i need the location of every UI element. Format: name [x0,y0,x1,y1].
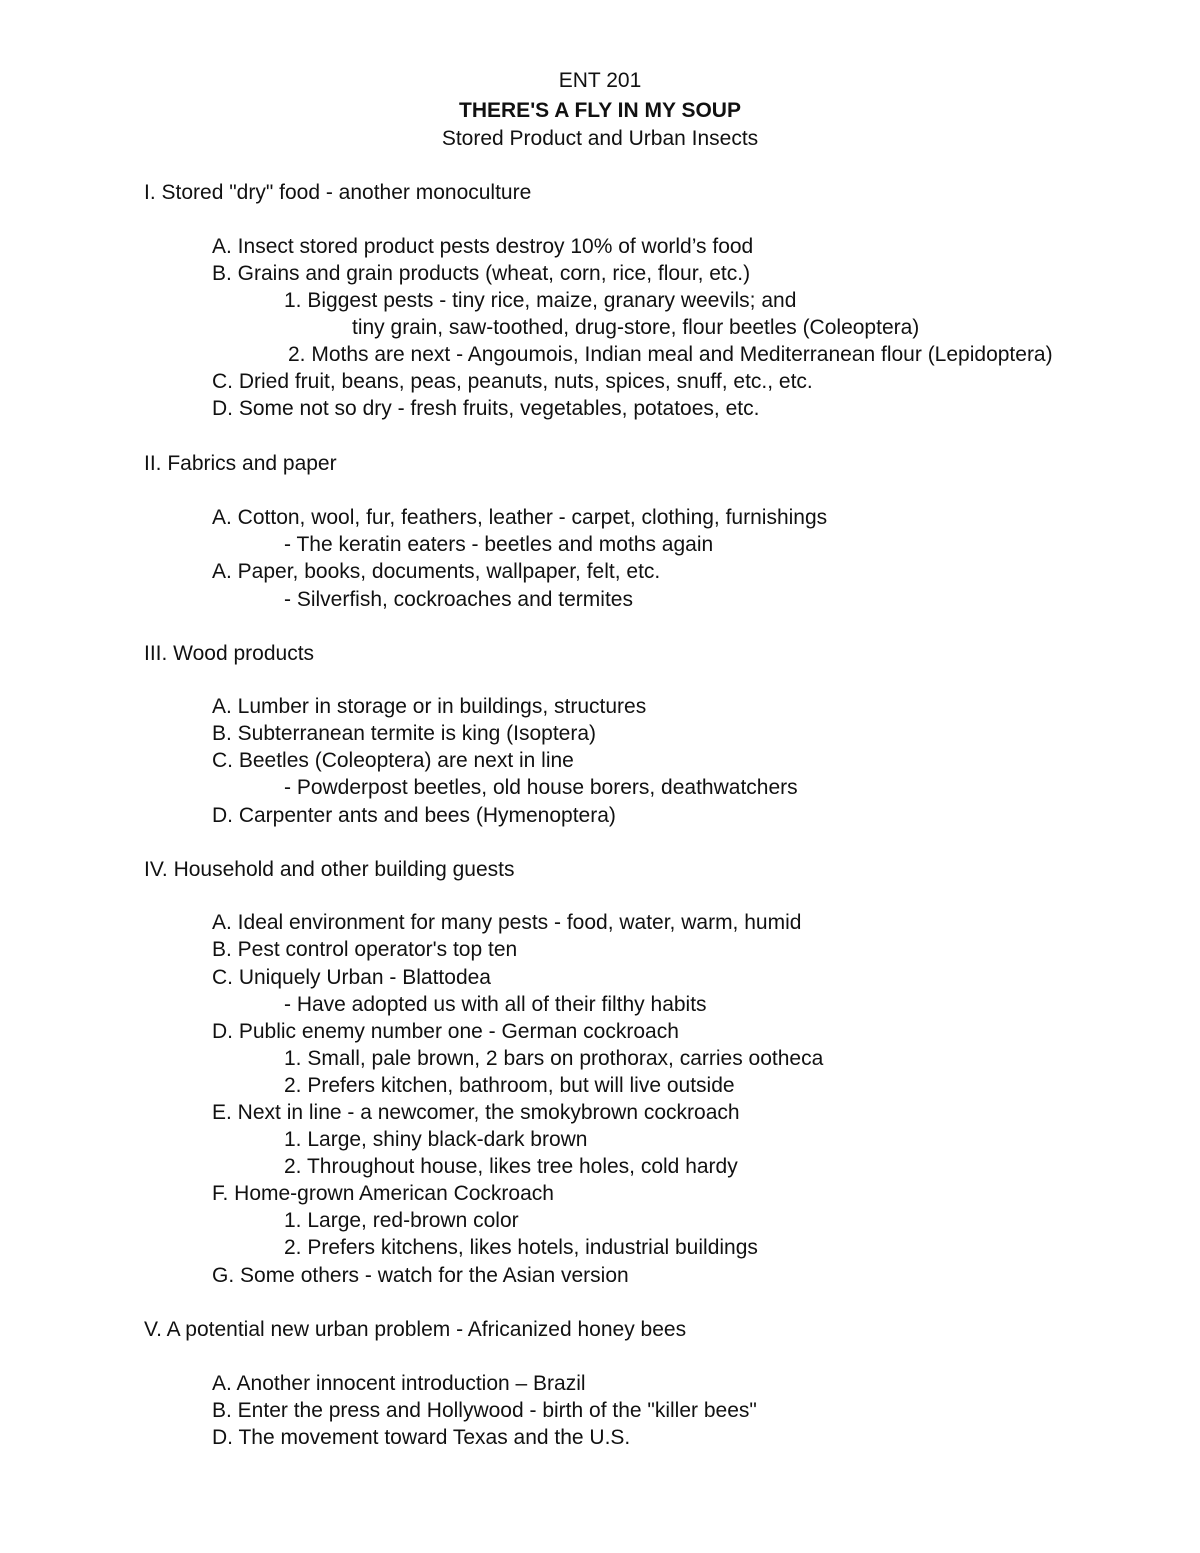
outline-subitem: 2. Moths are next - Angoumois, Indian meal and Mediterranean flour (Lepidoptera) [288,343,1053,366]
section-heading: IV. Household and other building guests [144,858,515,881]
section-heading: III. Wood products [144,642,315,665]
outline-item: B. Grains and grain products (wheat, corn, rice, flour, etc.) [212,262,751,285]
outline-item: F. Home-grown American Cockroach [212,1182,554,1205]
outline-item: A. Another innocent introduction – Brazil [212,1372,586,1395]
outline-item: D. Carpenter ants and bees (Hymenoptera) [212,804,616,827]
outline-subitem: 2. Prefers kitchens, likes hotels, industrial buildings [284,1236,758,1259]
outline-item: G. Some others - watch for the Asian version [212,1264,629,1287]
outline-item: D. Public enemy number one - German cockroach [212,1020,679,1043]
outline-item: B. Pest control operator's top ten [212,938,518,961]
outline-note: - Silverfish, cockroaches and termites [284,588,633,611]
section-heading: V. A potential new urban problem - Africanized honey bees [144,1318,687,1341]
section-heading: II. Fabrics and paper [144,452,337,475]
outline-item: C. Beetles (Coleoptera) are next in line [212,749,574,772]
outline-note: - Have adopted us with all of their filthy habits [284,993,707,1016]
outline-subitem: 2. Throughout house, likes tree holes, cold hardy [284,1155,738,1178]
course-code: ENT 201 [558,69,642,92]
outline-subitem: 2. Prefers kitchen, bathroom, but will live outside [284,1074,735,1097]
outline-item: D. Some not so dry - fresh fruits, vegetables, potatoes, etc. [212,397,760,420]
outline-item: D. The movement toward Texas and the U.S. [212,1426,631,1449]
outline-item: A. Paper, books, documents, wallpaper, felt, etc. [212,560,661,583]
outline-note: - The keratin eaters - beetles and moths again [284,533,714,556]
document-title: THERE'S A FLY IN MY SOUP [459,99,741,122]
outline-subitem: 1. Large, red-brown color [284,1209,519,1232]
outline-item: C. Uniquely Urban - Blattodea [212,966,491,989]
outline-item: B. Enter the press and Hollywood - birth of the "killer bees" [212,1399,757,1422]
outline-item: A. Lumber in storage or in buildings, structures [212,695,647,718]
outline-subitem: 1. Large, shiny black-dark brown [284,1128,588,1151]
outline-item: A. Ideal environment for many pests - food, water, warm, humid [212,911,802,934]
document-subtitle: Stored Product and Urban Insects [441,127,759,150]
outline-subitem: tiny grain, saw-toothed, drug-store, flour beetles (Coleoptera) [352,316,920,339]
outline-item: E. Next in line - a newcomer, the smokybrown cockroach [212,1101,740,1124]
section-heading: I. Stored "dry" food - another monoculture [144,181,532,204]
outline-note: - Powderpost beetles, old house borers, deathwatchers [284,776,798,799]
outline-item: A. Insect stored product pests destroy 10% of world’s food [212,235,754,258]
outline-subitem: 1. Biggest pests - tiny rice, maize, granary weevils; and [284,289,797,312]
outline-item: A. Cotton, wool, fur, feathers, leather - carpet, clothing, furnishings [212,506,828,529]
outline-subitem: 1. Small, pale brown, 2 bars on prothorax, carries ootheca [284,1047,824,1070]
outline-item: C. Dried fruit, beans, peas, peanuts, nuts, spices, snuff, etc., etc. [212,370,813,393]
outline-item: B. Subterranean termite is king (Isoptera) [212,722,597,745]
